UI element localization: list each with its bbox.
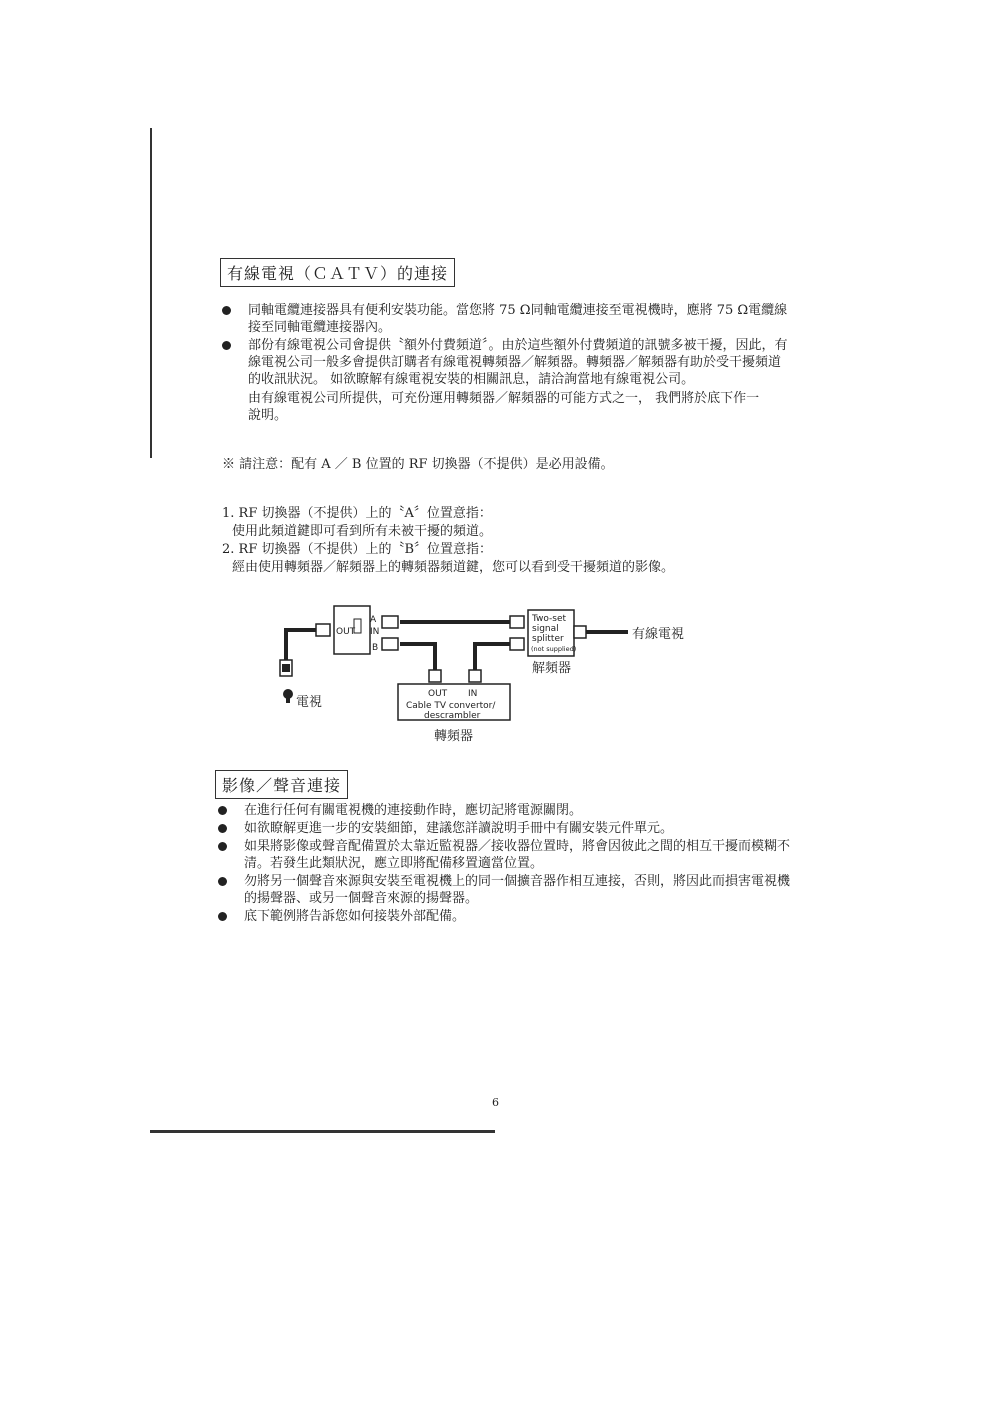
section-title-catv: 有線電視（ＣＡＴＶ）的連接 [220, 258, 455, 287]
tv-cable [286, 630, 316, 660]
bullet-icon [222, 341, 231, 350]
splitter-connector-1 [510, 616, 524, 628]
converter-label: 轉頻器 [434, 729, 474, 744]
list-item: 在進行任何有關電視機的連接動作時，應切記將電源關閉。 [218, 802, 790, 819]
bullet-icon [218, 842, 227, 851]
converter-in-label: IN [468, 689, 478, 699]
tv-label: 電視 [296, 695, 323, 710]
converter-text-line: Cable TV convertor/ [406, 701, 496, 711]
splitter-text-line: Two-set [532, 614, 567, 624]
catv-continuation-line: 由有線電視公司所提供，可充份運用轉頻器／解頻器的可能方式之一， 我們將於底下作一 [248, 391, 760, 406]
splitter-connector-2 [510, 638, 524, 650]
tv-plug-icon [283, 689, 293, 699]
list-item: 如果將影像或聲音配備置於太靠近監視器／接收器位置時，將會因彼此之間的相互干擾而模糊不清。若發生此類狀況，應立即將配備移置適當位置。 [218, 838, 790, 872]
bullet-icon [218, 806, 227, 815]
section-title-av: 影像／聲音連接 [215, 770, 348, 799]
cable-splitter-to-converter-in [475, 644, 510, 670]
numbered-line: 經由使用轉頻器／解頻器上的轉頻器頻道鍵，您可以看到受干擾頻道的影像。 [232, 560, 675, 575]
av-bullet-list [218, 802, 790, 926]
splitter-text-line: (not supplied) [531, 645, 577, 653]
catv-bullet-list [222, 302, 792, 389]
converter-text-line: descrambler [424, 711, 481, 721]
switch-a-connector [382, 616, 398, 628]
catv-connection-diagram [270, 600, 710, 750]
switch-out-connector [316, 624, 330, 636]
numbered-line: 2. RF 切換器（不提供）上的〝B〞位置意指： [222, 542, 493, 557]
bullet-icon [218, 824, 227, 833]
switch-b-connector [382, 638, 398, 650]
splitter-text-line: splitter [532, 634, 564, 644]
cable-b-to-converter-out [400, 644, 435, 670]
catv-note: ※ 請注意：配有 A ／ B 位置的 RF 切換器（不提供）是必用設備。 [222, 457, 614, 472]
list-item: 底下範例將告訴您如何接裝外部配備。 [218, 908, 790, 925]
page-number: 6 [492, 1096, 499, 1109]
bullet-icon [218, 912, 227, 921]
converter-in-connector [469, 670, 481, 682]
bullet-icon [222, 306, 231, 315]
list-item: 部份有線電視公司會提供〝額外付費頻道〞。由於這些額外付費頻道的訊號多被干擾，因此，有線電視公司一般多會提供訂購者有線電視轉頻器／解頻器。轉頻器／解頻器有助於受干擾頻道的收訊狀況。 如欲瞭解有線電視安裝的相關訊息，請洽詢當地有線電視公司。 [222, 337, 792, 388]
catv-label: 有線電視 [632, 627, 685, 642]
numbered-line: 使用此頻道鍵即可看到所有未被干擾的頻道。 [232, 524, 493, 539]
margin-rule [150, 128, 152, 458]
numbered-line: 1. RF 切換器（不提供）上的〝A〞位置意指： [222, 506, 492, 521]
converter-out-label: OUT [428, 689, 448, 699]
switch-out-label: OUT [336, 627, 356, 637]
catv-continuation-line: 說明。 [248, 408, 288, 423]
list-item: 勿將另一個聲音來源與安裝至電視機上的同一個擴音器作相互連接，否則，將因此而損害電視機的揚聲器、或另一個聲音來源的揚聲器。 [218, 873, 790, 907]
descrambler-label: 解頻器 [532, 661, 572, 676]
converter-out-connector [429, 670, 441, 682]
list-item: 如欲瞭解更進一步的安裝細節，建議您詳讀說明手冊中有關安裝元件單元。 [218, 820, 790, 837]
bottom-rule [150, 1130, 495, 1133]
splitter-input-connector [574, 626, 586, 638]
switch-a-label: A [370, 615, 377, 625]
switch-in-label: IN [370, 627, 380, 637]
splitter-text-line: signal [532, 624, 559, 634]
switch-b-label: B [372, 643, 379, 653]
list-item: 同軸電纜連接器具有便利安裝功能。當您將 75 Ω同軸電纜連接至電視機時，應將 75 Ω電纜線接至同軸電纜連接器內。 [222, 302, 792, 336]
bullet-icon [218, 877, 227, 886]
